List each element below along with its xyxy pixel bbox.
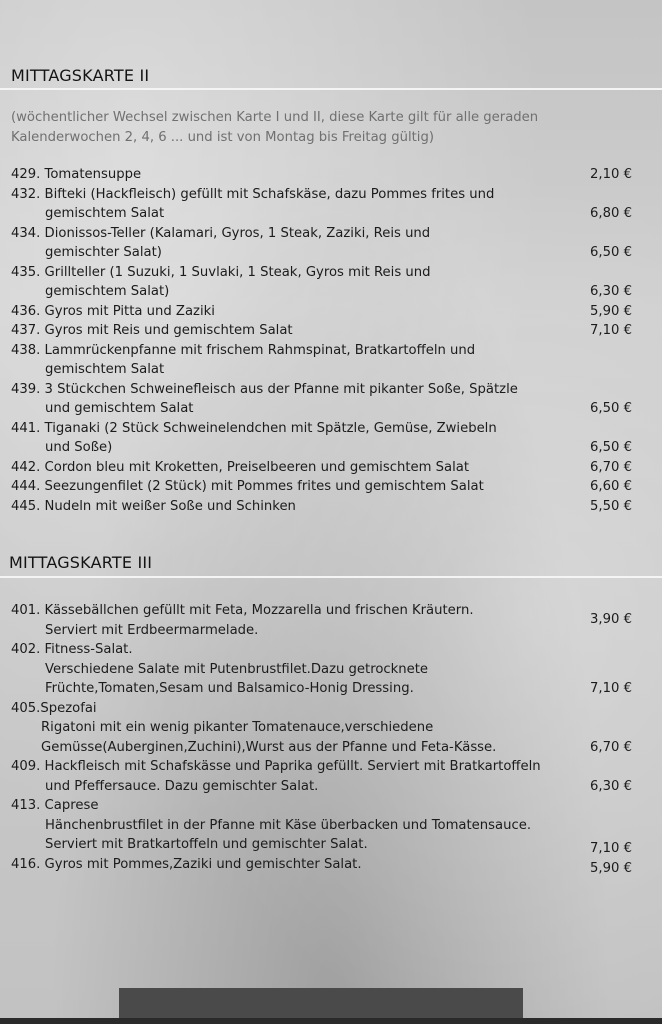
item-text: Rigatoni mit ein wenig pikanter Tomatenauce,verschiedene <box>41 720 434 735</box>
item-text: 438. Lammrückenpfanne mit frischem Rahmspinat, Bratkartoffeln und <box>11 342 476 358</box>
item-text: Hänchenbrustfilet in der Pfanne mit Käse überbacken und Tomatensauce. <box>45 817 532 833</box>
menu-item-429 <box>11 165 632 185</box>
item-text: Serviert mit Erdbeermarmelade. <box>45 622 259 638</box>
item-text: 409. Hackfleisch mit Schafskässe und Paprika gefüllt. Serviert mit Bratkartoffeln <box>11 759 541 774</box>
menu-item-413 <box>11 796 632 855</box>
item-price: 6,70 € <box>590 459 632 475</box>
note-line: Kalenderwochen 2, 4, 6 ... und ist von Montag bis Freitag gültig) <box>11 129 434 145</box>
menu-item-409 <box>11 757 632 796</box>
item-text: 401. Kässebällchen gefüllt mit Feta, Mozzarella und frischen Kräutern. <box>11 603 474 618</box>
item-text: gemischter Salat) <box>45 245 162 260</box>
note-line: (wöchentlicher Wechsel zwischen Karte I und II, diese Karte gilt für alle geraden <box>11 110 539 125</box>
menu-item-432 <box>11 185 632 224</box>
menu-item-434 <box>11 224 632 263</box>
menu-item-405 <box>11 699 632 758</box>
bottom-bar <box>119 988 523 1018</box>
menu-item-438 <box>11 341 632 380</box>
item-text: 416. Gyros mit Pommes,Zaziki und gemischter Salat. <box>11 856 362 872</box>
item-text: und Pfeffersauce. Dazu gemischter Salat. <box>45 778 319 794</box>
menu-item-442 <box>11 458 632 478</box>
item-text: 434. Dionissos-Teller (Kalamari, Gyros, 1 Steak, Zaziki, Reis und <box>11 225 431 241</box>
item-text: 413. Caprese <box>11 798 99 813</box>
item-price: 6,80 € <box>590 206 632 221</box>
item-text: 444. Seezungenfilet (2 Stück) mit Pommes frites und gemischtem Salat <box>11 479 484 494</box>
item-text: 405.Spezofai <box>11 700 97 716</box>
item-text: Serviert mit Bratkartoffeln und gemischter Salat. <box>45 837 368 852</box>
item-text: 436. Gyros mit Pitta und Zaziki <box>11 303 215 319</box>
item-text: Früchte,Tomaten,Sesam und Balsamico-Honig Dressing. <box>45 681 414 696</box>
section-title-mittagskarte-2: MITTAGSKARTE II <box>11 66 150 85</box>
item-price: 7,10 € <box>590 841 632 856</box>
item-text: 435. Grillteller (1 Suzuki, 1 Suvlaki, 1 Steak, Gyros mit Reis und <box>11 264 431 280</box>
item-price: 7,10 € <box>590 681 632 696</box>
item-text: gemischtem Salat <box>45 206 165 221</box>
item-text: 429. Tomatensuppe <box>11 167 142 182</box>
item-text: 432. Bifteki (Hackfleisch) gefüllt mit Schafskäse, dazu Pommes frites und <box>11 186 495 202</box>
menu-list-karte-2 <box>11 165 632 516</box>
item-price: 6,50 € <box>590 245 632 260</box>
item-text: Verschiedene Salate mit Putenbrustfilet.Dazu getrocknete <box>45 661 429 677</box>
section-title-mittagskarte-3: MITTAGSKARTE III <box>9 553 153 572</box>
item-text: 439. 3 Stückchen Schweinefleisch aus der Pfanne mit pikanter Soße, Spätzle <box>11 381 518 397</box>
item-text: und Soße) <box>45 440 113 455</box>
section-divider <box>0 88 662 90</box>
menu-item-444 <box>11 477 632 497</box>
item-text: gemischtem Salat) <box>45 284 170 299</box>
item-price: 6,30 € <box>590 778 632 794</box>
item-text: gemischtem Salat <box>45 362 165 377</box>
menu-item-416 <box>11 855 632 875</box>
item-price: 7,10 € <box>590 323 632 338</box>
section-divider <box>0 576 662 578</box>
menu-item-436 <box>11 302 632 322</box>
item-price: 6,70 € <box>590 739 632 755</box>
item-text: 445. Nudeln mit weißer Soße und Schinken <box>11 498 296 514</box>
item-price: 6,50 € <box>590 440 632 455</box>
item-price: 5,50 € <box>590 498 632 514</box>
bottom-edge <box>0 1018 662 1024</box>
menu-item-437 <box>11 321 632 341</box>
menu-item-445 <box>11 497 632 517</box>
item-text: Gemüsse(Auberginen,Zuchini),Wurst aus der Pfanne und Feta-Kässe. <box>41 739 497 755</box>
item-price: 3,90 € <box>590 612 632 627</box>
item-price: 5,90 € <box>590 860 632 876</box>
item-price: 2,10 € <box>590 167 632 182</box>
item-price: 6,30 € <box>590 284 632 299</box>
menu-note <box>11 108 571 147</box>
item-text: und gemischtem Salat <box>45 401 194 416</box>
item-price: 6,50 € <box>590 401 632 416</box>
menu-list-karte-3 <box>11 601 632 874</box>
menu-item-435 <box>11 263 632 302</box>
menu-item-401 <box>11 601 632 640</box>
menu-item-402 <box>11 640 632 699</box>
item-text: 442. Cordon bleu mit Kroketten, Preiselbeeren und gemischtem Salat <box>11 459 470 475</box>
item-text: 402. Fitness-Salat. <box>11 642 133 657</box>
item-text: 441. Tiganaki (2 Stück Schweinelendchen mit Spätzle, Gemüse, Zwiebeln <box>11 420 497 436</box>
item-text: 437. Gyros mit Reis und gemischtem Salat <box>11 323 293 338</box>
item-price: 6,60 € <box>590 479 632 494</box>
item-price: 5,90 € <box>590 303 632 319</box>
menu-item-439 <box>11 380 632 419</box>
menu-item-441 <box>11 419 632 458</box>
